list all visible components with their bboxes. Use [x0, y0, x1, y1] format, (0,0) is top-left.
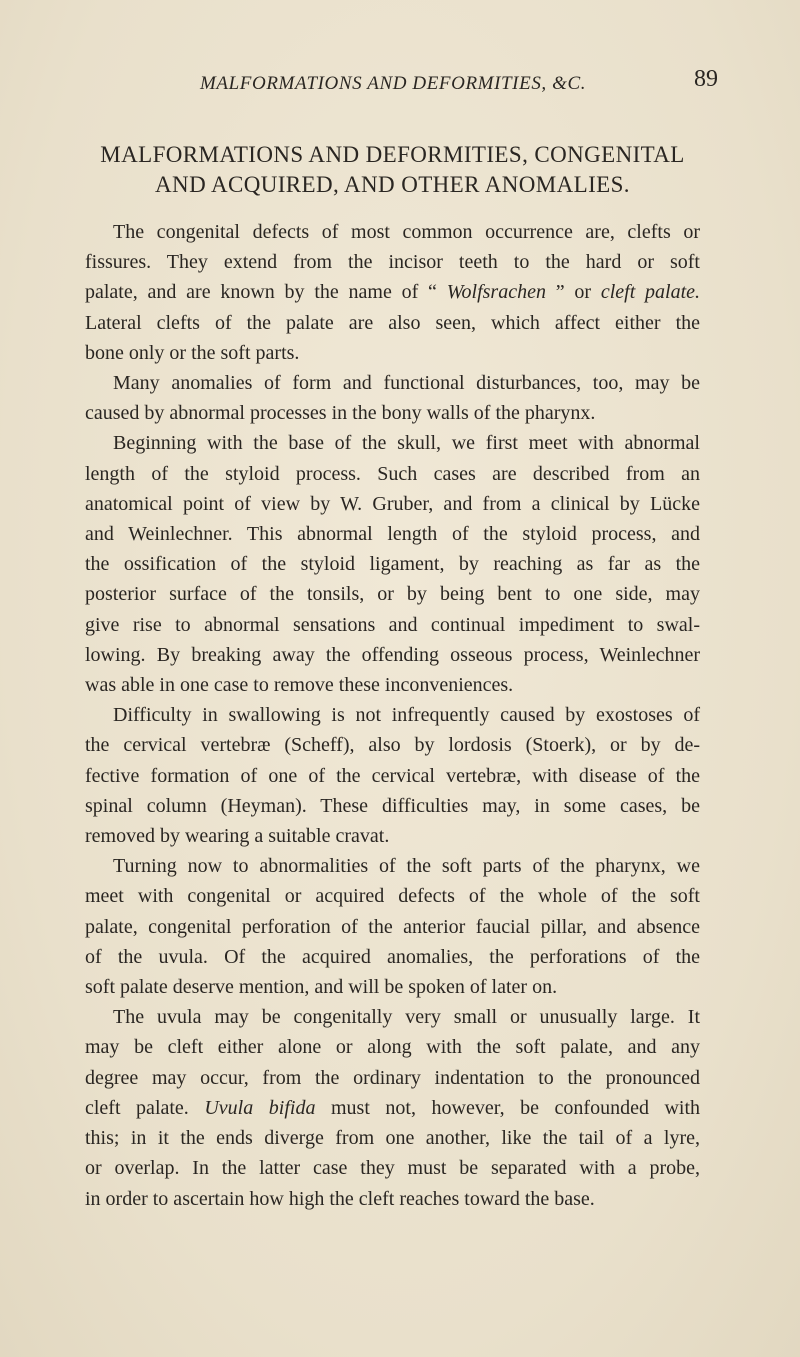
text-line: may be cleft either alone or along with the soft palate, and any: [85, 1036, 700, 1059]
text-line: the cervical vertebræ (Scheff), also by lordosis (Stoerk), or by de-: [85, 734, 700, 757]
text-line: length of the styloid process. Such cases are described from an: [85, 462, 700, 485]
text-line: meet with congenital or acquired defects of the whole of the soft: [85, 885, 700, 908]
text-fragment: cleft palate.: [85, 1096, 189, 1119]
text-line: The uvula may be congenitally very small or unusually large. It: [113, 1006, 700, 1029]
text-line: in order to ascertain how high the cleft reaches toward the base.: [85, 1187, 595, 1210]
text-line: lowing. By breaking away the offending osseous process, Weinlechner: [85, 643, 700, 666]
term-wolfsrachen: Wolfsrachen: [446, 281, 546, 304]
text-line: the ossification of the styloid ligament, by reaching as far as the: [85, 553, 700, 576]
paragraph-styloid: [85, 428, 700, 700]
text-line: anatomical point of view by W. Gruber, and from a clinical by Lücke: [85, 492, 700, 515]
text-line: or overlap. In the latter case they must be separated with a probe,: [85, 1157, 700, 1180]
text-line: caused by abnormal processes in the bony walls of the pharynx.: [85, 402, 596, 425]
text-fragment: ” or: [555, 281, 592, 304]
chapter-title: [85, 140, 700, 200]
text-line: palate, congenital perforation of the anterior faucial pillar, and absence: [85, 915, 700, 938]
text-line: Many anomalies of form and functional disturbances, too, may be: [113, 372, 700, 395]
chapter-title-line-2: AND ACQUIRED, AND OTHER ANOMALIES.: [155, 172, 630, 197]
paragraph-uvula: [85, 1002, 700, 1213]
text-fragment: must not, however, be confounded with: [331, 1096, 701, 1119]
text-line: Beginning with the base of the skull, we first meet with abnormal: [113, 432, 700, 455]
text-line: The congenital defects of most common occurrence are, clefts or: [113, 221, 700, 243]
text-fragment: palate, and are known by the name of “: [85, 281, 437, 304]
text-line: removed by wearing a suitable cravat.: [85, 825, 390, 848]
text-line: Difficulty in swallowing is not infrequently caused by exostoses of: [113, 704, 700, 727]
text-line: spinal column (Heyman). These difficulties may, in some cases, be: [85, 794, 700, 817]
text-line: of the uvula. Of the acquired anomalies, the perforations of the: [85, 945, 700, 968]
text-line: fissures. They extend from the incisor teeth to the hard or soft: [85, 251, 700, 274]
paragraph-soft-parts: [85, 851, 700, 1002]
text-line: Turning now to abnormalities of the soft parts of the pharynx, we: [113, 855, 700, 878]
paragraph-anomalies: [85, 368, 700, 428]
text-line: Lateral clefts of the palate are also seen, which affect either the: [85, 311, 700, 334]
term-cleft-palate: cleft palate.: [600, 281, 701, 304]
text-line-mixed: [85, 277, 700, 307]
paragraph-swallowing: [85, 700, 700, 851]
text-line: soft palate deserve mention, and will be spoken of later on.: [85, 976, 558, 999]
text-line: give rise to abnormal sensations and continual impediment to swal-: [85, 613, 700, 636]
text-line: posterior surface of the tonsils, or by being bent to one side, may: [85, 583, 700, 606]
text-line: fective formation of one of the cervical vertebræ, with disease of the: [85, 764, 700, 787]
term-uvula-bifida: Uvula bifida: [204, 1096, 316, 1119]
text-line: and Weinlechner. This abnormal length of the styloid process, and: [85, 523, 700, 546]
chapter-title-line-1: MALFORMATIONS AND DEFORMITIES, CONGENITAL: [100, 142, 685, 167]
body-text: [85, 217, 700, 1214]
text-line-mixed: [85, 1093, 700, 1123]
paragraph-clefts: [85, 217, 700, 368]
page-number: 89: [694, 66, 718, 92]
text-line: was able in one case to remove these inconveniences.: [85, 674, 514, 697]
text-line: degree may occur, from the ordinary indentation to the pronounced: [85, 1066, 700, 1089]
running-head: [200, 70, 676, 95]
text-line: bone only or the soft parts.: [85, 341, 300, 364]
text-line: this; in it the ends diverge from one another, like the tail of a lyre,: [85, 1127, 700, 1150]
running-title: MALFORMATIONS AND DEFORMITIES, &C.: [200, 73, 587, 94]
